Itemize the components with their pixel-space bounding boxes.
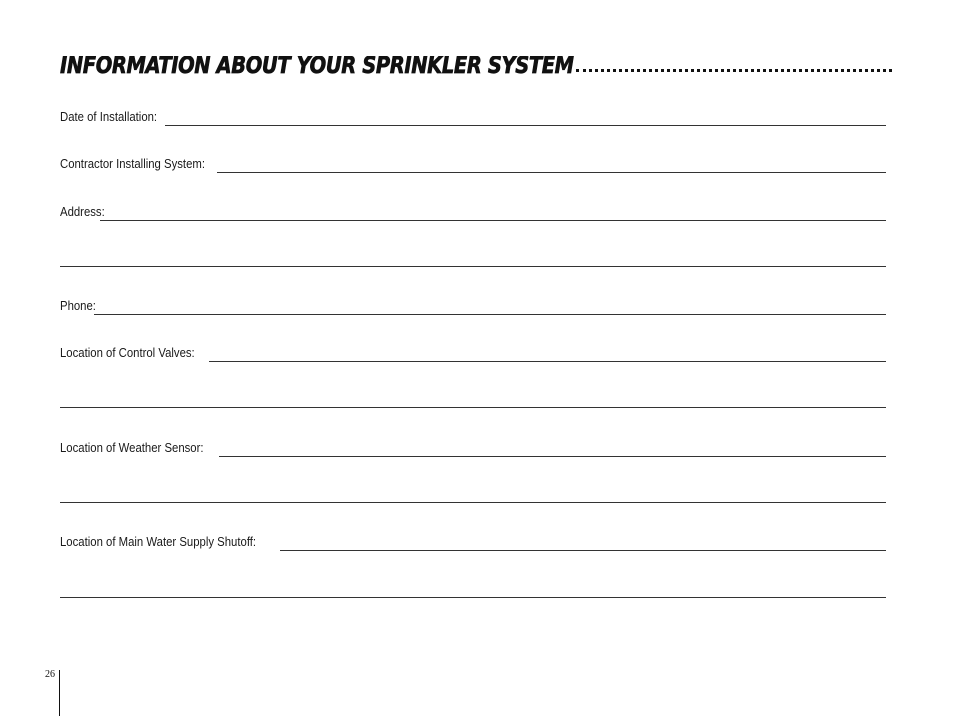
page-number: 26 — [45, 669, 55, 680]
weather-sensor-line-2[interactable] — [60, 502, 886, 503]
water-shutoff-line[interactable] — [280, 550, 886, 551]
water-shutoff-line-2[interactable] — [60, 597, 886, 598]
page-title: INFORMATION ABOUT YOUR SPRINKLER SYSTEM — [60, 56, 574, 79]
date-of-installation-label: Date of Installation: — [60, 108, 158, 124]
weather-sensor-line[interactable] — [219, 456, 886, 457]
address-field[interactable] — [60, 199, 886, 221]
phone-label: Phone: — [60, 297, 96, 313]
control-valves-line-2[interactable] — [60, 407, 886, 408]
contractor-label: Contractor Installing System: — [60, 155, 205, 171]
control-valves-field[interactable] — [60, 340, 886, 362]
date-of-installation-line[interactable] — [165, 125, 886, 126]
dotted-leader — [576, 69, 892, 72]
weather-sensor-field[interactable] — [60, 435, 886, 457]
section-heading — [60, 56, 892, 86]
address-line-2[interactable] — [60, 266, 886, 267]
control-valves-label: Location of Control Valves: — [60, 344, 195, 360]
contractor-line[interactable] — [217, 172, 886, 173]
date-of-installation-field[interactable] — [60, 104, 886, 126]
margin-rule — [59, 670, 60, 716]
control-valves-line[interactable] — [209, 361, 886, 362]
address-line[interactable] — [100, 220, 886, 221]
water-shutoff-label: Location of Main Water Supply Shutoff: — [60, 533, 257, 549]
address-label: Address: — [60, 203, 105, 219]
contractor-field[interactable] — [60, 151, 886, 173]
water-shutoff-field[interactable] — [60, 529, 886, 551]
phone-line[interactable] — [94, 314, 886, 315]
weather-sensor-label: Location of Weather Sensor: — [60, 439, 204, 455]
phone-field[interactable] — [60, 293, 886, 315]
